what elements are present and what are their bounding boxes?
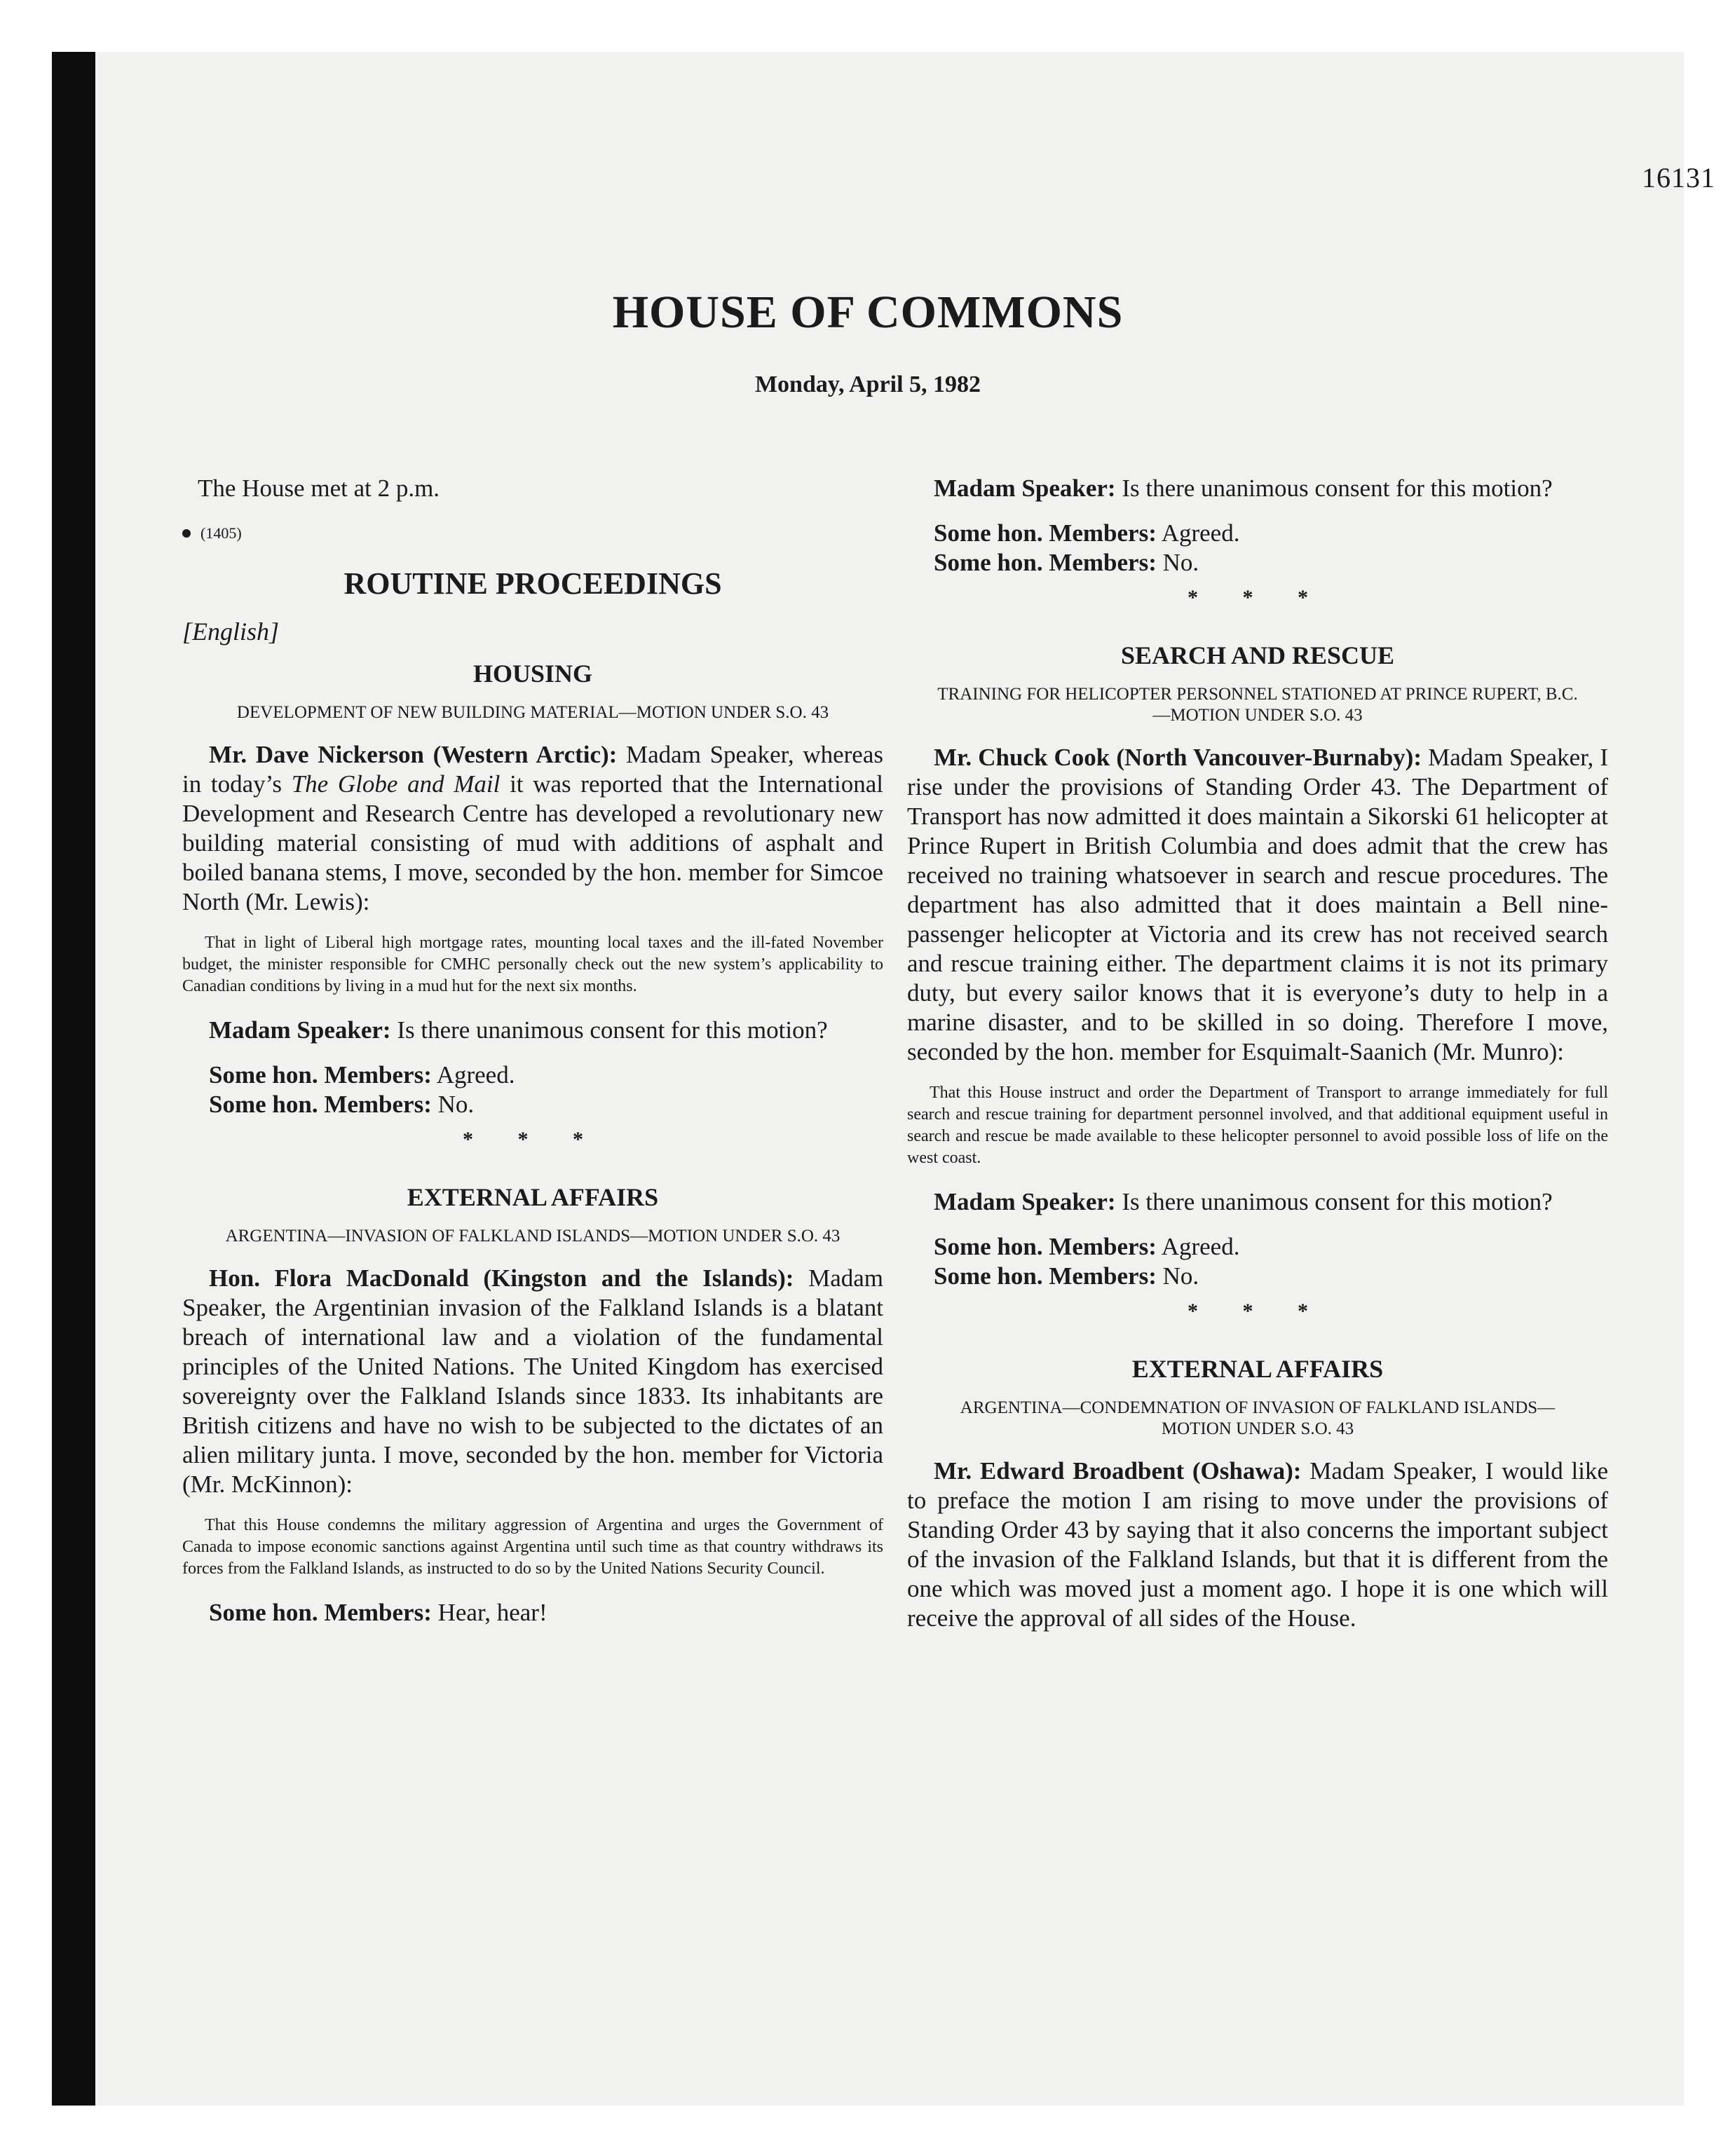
external-affairs-heading: EXTERNAL AFFAIRS [407, 1183, 659, 1211]
speaker-name: Some hon. Members: [209, 1599, 432, 1626]
external-affairs-heading: EXTERNAL AFFAIRS [1131, 1355, 1384, 1383]
external-affairs-topic: ARGENTINA—CONDEMNATION OF INVASION OF FALKLAND ISLANDS—MOTION UNDER S.O. 43 [960, 1398, 1556, 1438]
consent-question [907, 474, 1608, 503]
speaker-name: Some hon. Members: [934, 1262, 1157, 1290]
speaker-name: Some hon. Members: [209, 1091, 432, 1118]
members-agreed [907, 1232, 1608, 1262]
speech-text: Is there unanimous consent for this motion? [1115, 1188, 1553, 1215]
scanned-page [52, 52, 1715, 2106]
cook-speech [907, 743, 1608, 1067]
speech-text: Is there unanimous consent for this motion? [390, 1016, 828, 1044]
newspaper-title: The Globe and Mail [291, 770, 501, 798]
speaker-name: Mr. Dave Nickerson (Western Arctic): [209, 741, 618, 768]
speech-text: Madam Speaker, whereas in today’s [182, 741, 883, 798]
house-met-line: The House met at 2 p.m. [198, 475, 440, 502]
search-rescue-topic: TRAINING FOR HELICOPTER PERSONNEL STATIONED AT PRINCE RUPERT, B.C.—MOTION UNDER S.O. 43 [937, 685, 1578, 725]
speaker-name: Mr. Edward Broadbent (Oshawa): [934, 1457, 1302, 1485]
speech-text: Agreed. [1156, 519, 1240, 547]
falkland-motion: That this House condemns the military aggression of Argentina and urges the Government of Canada to impose economic sanctions against Argentina until such time as that country withdraws its forces from the Falkland Islands, as instructed to do so by the United Nations Security Council. [182, 1516, 883, 1578]
speech-text: Agreed. [431, 1061, 515, 1089]
speech-text: Agreed. [1156, 1233, 1240, 1260]
search-rescue-heading: SEARCH AND RESCUE [1120, 641, 1395, 669]
right-column [907, 474, 1608, 1649]
masthead-title: HOUSE OF COMMONS [612, 287, 1124, 338]
page-number: 16131 [1642, 162, 1715, 193]
housing-motion: That in light of Liberal high mortgage rates, mounting local taxes and the ill-fated November budget, the minister responsible for CMHC personally check out the new system’s applicability to Canadian conditions by living in a mud hut for the next six months. [182, 934, 883, 995]
time-marker [182, 519, 883, 548]
speech-text: Is there unanimous consent for this motion? [1115, 475, 1553, 502]
speaker-name: Mr. Chuck Cook (North Vancouver-Burnaby): [934, 744, 1422, 771]
speaker-name: Hon. Flora MacDonald (Kingston and the Islands): [209, 1264, 794, 1292]
speaker-name: Madam Speaker: [934, 1188, 1116, 1215]
broadbent-speech [907, 1456, 1608, 1633]
routine-proceedings-heading: ROUTINE PROCEEDINGS [343, 566, 722, 601]
housing-heading: HOUSING [472, 660, 593, 688]
speech-text: Madam Speaker, the Argentinian invasion of the Falkland Islands is a blatant breach of international law and a violation of the fundamental principles of the United Nations. The United Kingdom has exercised sovereignty over the Falkland Islands since 1833. Its inhabitants are British citizens and have no wish to be subjected to the dictates of an alien military junta. I move, seconded by the hon. member for Victoria (Mr. McKinnon): [182, 1264, 883, 1498]
speech-text: No. [431, 1091, 475, 1118]
speech-text: it was reported that the International Development and Research Centre has developed a revolutionary new building material consisting of mud with additions of asphalt and boiled banana stems, I move, seconded by the hon. member for Simcoe North (Mr. Lewis): [182, 770, 884, 915]
consent-question [907, 1187, 1608, 1217]
speech-text: No. [1156, 1262, 1199, 1290]
members-no [907, 548, 1608, 578]
speaker-name: Some hon. Members: [934, 1233, 1157, 1260]
time-mark-text: (1405) [200, 524, 242, 542]
bullet-icon [182, 529, 191, 538]
speech-text: Madam Speaker, I would like to preface the motion I am rising to move under the provisions of Standing Order 43 by saying that it also concerns the important subject of the invasion of the Falkland Islands, but that it is different from the one which was moved just a moment ago. I hope it is one which will receive the approval of all sides of the House. [907, 1457, 1608, 1632]
speech-text: Hear, hear! [431, 1599, 547, 1626]
speaker-name: Some hon. Members: [934, 519, 1157, 547]
members-hear-hear [182, 1598, 883, 1628]
members-no [907, 1262, 1608, 1291]
macdonald-speech [182, 1264, 883, 1499]
search-rescue-motion: That this House instruct and order the Department of Transport to arrange immediately for full search and rescue training for department personnel involved, and that additional equipment useful in search and rescue be made available to these helicopter personnel to avoid possible loss of life on the west coast. [907, 1084, 1608, 1167]
left-column [182, 474, 883, 1628]
language-marker: [English] [182, 618, 280, 646]
sitting-date: Monday, April 5, 1982 [754, 371, 981, 397]
speaker-name: Some hon. Members: [209, 1061, 432, 1089]
section-separator: * * * [463, 1128, 603, 1151]
speech-text: No. [1156, 549, 1199, 576]
members-agreed [907, 519, 1608, 548]
external-affairs-topic: ARGENTINA—INVASION OF FALKLAND ISLANDS—MOTION UNDER S.O. 43 [225, 1227, 841, 1246]
nickerson-speech [182, 740, 883, 917]
housing-topic: DEVELOPMENT OF NEW BUILDING MATERIAL—MOTION UNDER S.O. 43 [236, 703, 829, 722]
speaker-name: Some hon. Members: [934, 549, 1157, 576]
members-agreed [182, 1060, 883, 1090]
speech-text: Madam Speaker, I rise under the provisions of Standing Order 43. The Department of Transport has now admitted it does maintain a Sikorski 61 helicopter at Prince Rupert in British Columbia and does admit that the crew has received no training whatsoever in search and rescue procedures. The department has also admitted that it does maintain a Bell nine-passenger helicopter at Victoria and its crew has not received search and rescue training either. The department claims it is not its primary duty, but every sailor knows that it is everyone’s duty to help in a marine disaster, and to be skilled in so doing. Therefore I move, seconded by the hon. member for Esquimalt-Saanich (Mr. Munro): [907, 744, 1608, 1065]
speaker-name: Madam Speaker: [209, 1016, 391, 1044]
binding-shadow [52, 52, 95, 2106]
consent-question [182, 1016, 883, 1045]
speaker-name: Madam Speaker: [934, 475, 1116, 502]
section-separator: * * * [1188, 586, 1328, 609]
members-no [182, 1090, 883, 1119]
section-separator: * * * [1188, 1299, 1328, 1323]
